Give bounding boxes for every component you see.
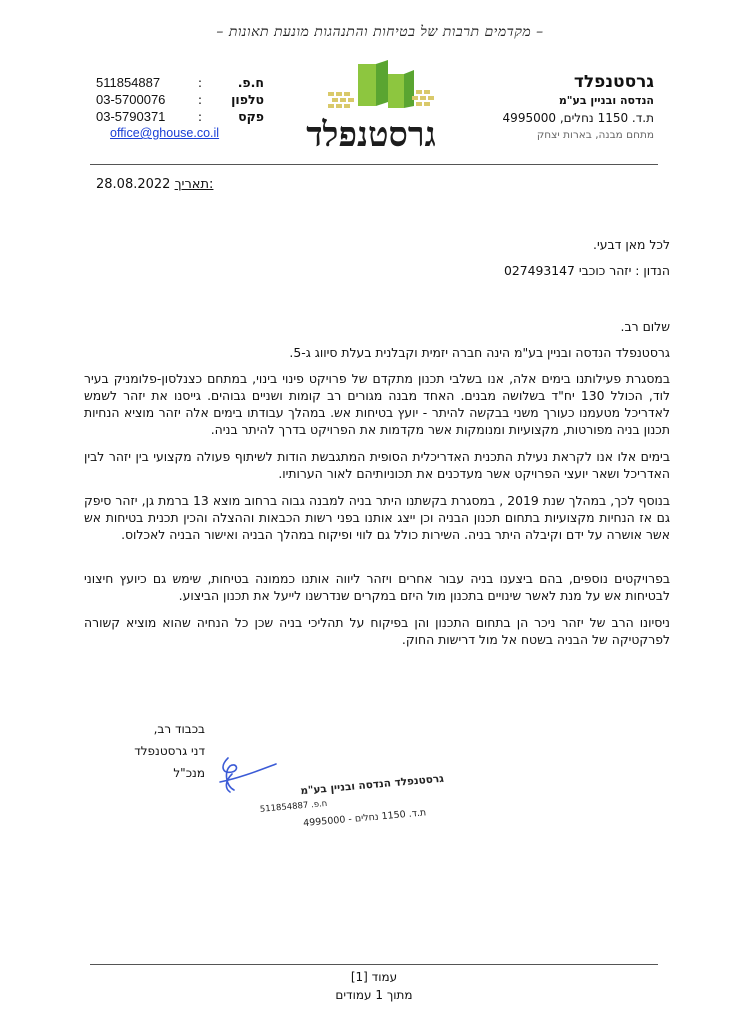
company-name: גרסטנפלד [573, 72, 654, 92]
date-label: תאריך: [174, 177, 214, 192]
company-site: מתחם מבנה, בארות יצחק [536, 129, 654, 141]
company-subtitle: הנדסה ובניין בע"מ [558, 94, 654, 107]
header-divider [90, 164, 658, 165]
fax-label: פקס [238, 109, 264, 124]
company-block [503, 72, 654, 141]
contact-row: 03-5790371 : פקס [96, 109, 264, 124]
page-count: מתוך 1 עמודים [335, 988, 413, 1002]
contact-row: 03-5700076 : טלפון [96, 92, 264, 107]
header-slogan: – מקדמים תרבות של בטיחות והתנהגות מונעת תאונות – [216, 24, 544, 40]
letter-subject: הנדון : יזהר כוכבי 027493147 [503, 263, 670, 278]
letter-paragraph: ניסיונו הרב של יזהר ניכר הן בתחום התכנון והן בפיקוח על תהליכי בניה שכן כל הנחיה שהוא מוציא קשורה לפרקטיקה של הבניה בשטח אל מול דרישות החוק. [84, 615, 670, 647]
stamp-line-2: ח.פ. 511854887 [259, 798, 328, 815]
phone-label: טלפון [231, 92, 264, 107]
company-stamp [160, 752, 445, 842]
letter-paragraph: בפרויקטים נוספים, בהם ביצענו בניה עבור אחרים ויזהר ליווה אותנו כממונה בטיחות, שימש גם כיועץ חיצוני לבטיחות אש על מנת לאשר שינויים בתכנון מול היזם במקרים שנדרשנו לייעל את תכנון הביצוע. [84, 571, 670, 603]
phone-value: 03-5700076 [96, 92, 166, 107]
handwritten-signature-icon [220, 758, 276, 792]
signer-name: דני גרסטנפלד [134, 744, 205, 758]
letter-greeting: שלום רב. [620, 319, 670, 334]
letter-recipient: לכל מאן דבעי. [593, 237, 670, 252]
letter-paragraph: בימים אלו אנו לקראת נעילת התכנית האדריכלית הסופית המתגבשת הודות לשיתוף פעולה מקצועי בין יזהר לבין האדריכל ושאר יועצי הפרויקט אשר מעדכנים את תכוניותיהם לאור הערותיו. [84, 449, 670, 481]
page-number: עמוד [1] [350, 970, 398, 984]
letter-paragraph: בנוסף לכך, במהלך שנת 2019 , במסגרת בקשתנו היתר בניה למבנה גבוה ברחוב מוצא 13 ברמת גן, יזהר סיפק גם אז הנחיות מקצועיות בתחום תכנון הבניה וכן ייצג אותנו בפני רשות הכבאות וההצלה והכין תכנית בטיחות אש אשר אושרה על ידם וקיבלה היתר בניה. השירות כולל גם לווי ופיקוח במהלך הבניה ואישור הבניה לאכלוס. [84, 493, 671, 542]
company-logo [296, 60, 446, 156]
company-id-value: 511854887 [96, 75, 161, 90]
letter-paragraph: גרסטנפלד הנדסה ובניין בע"מ הינה חברה יזמית וקבלנית בעלת סיווג ג-5. [289, 345, 670, 360]
stamp-line-3: ת.ד. 1150 נחלים - 4995000 [302, 807, 427, 830]
company-id-label: ח.פ. [237, 75, 264, 90]
footer-divider [90, 964, 658, 965]
date-line [96, 177, 213, 192]
email-link[interactable]: office@ghouse.co.il [110, 126, 220, 140]
contact-block [96, 74, 264, 125]
signer-title: מנכ"ל [173, 766, 205, 780]
date-value: 28.08.2022 [96, 177, 171, 192]
letter-paragraph: במסגרת פעילותנו בימים אלה, אנו בשלבי תכנון מתקדם של פרויקט פינוי בינוי, במתחם כצנלסון-פלומניק בעיר לוד, הכולל 130 יח"ד בשלושה מבנים. האחד מבנה מגורים רב קומות ושניים גבוהים. גייסנו את יזהר לשמש לאדריכל מטעמנו כעורך משני בבקשה להיתר - יועץ בטיחות אש. במהלך עבודתו בימים אלה יזהר מוציא הנחיות תכנון בניה מפורטות, מקצועיות ומנומקות אשר מקדמות את הפרויקט בדרך להיתר בניה. [84, 371, 670, 437]
company-address: ת.ד. 1150 נחלים, 4995000 [502, 111, 654, 125]
contact-row: 511854887 : ח.פ. [96, 75, 264, 90]
stamp-line-1: גרסטנפלד הנדסה ובניין בע"מ [299, 772, 445, 798]
logo-buildings-icon [328, 60, 434, 108]
closing-text: בכבוד רב, [153, 722, 205, 736]
fax-value: 03-5790371 [96, 109, 166, 124]
logo-text: גרסטנפלד [306, 115, 436, 155]
